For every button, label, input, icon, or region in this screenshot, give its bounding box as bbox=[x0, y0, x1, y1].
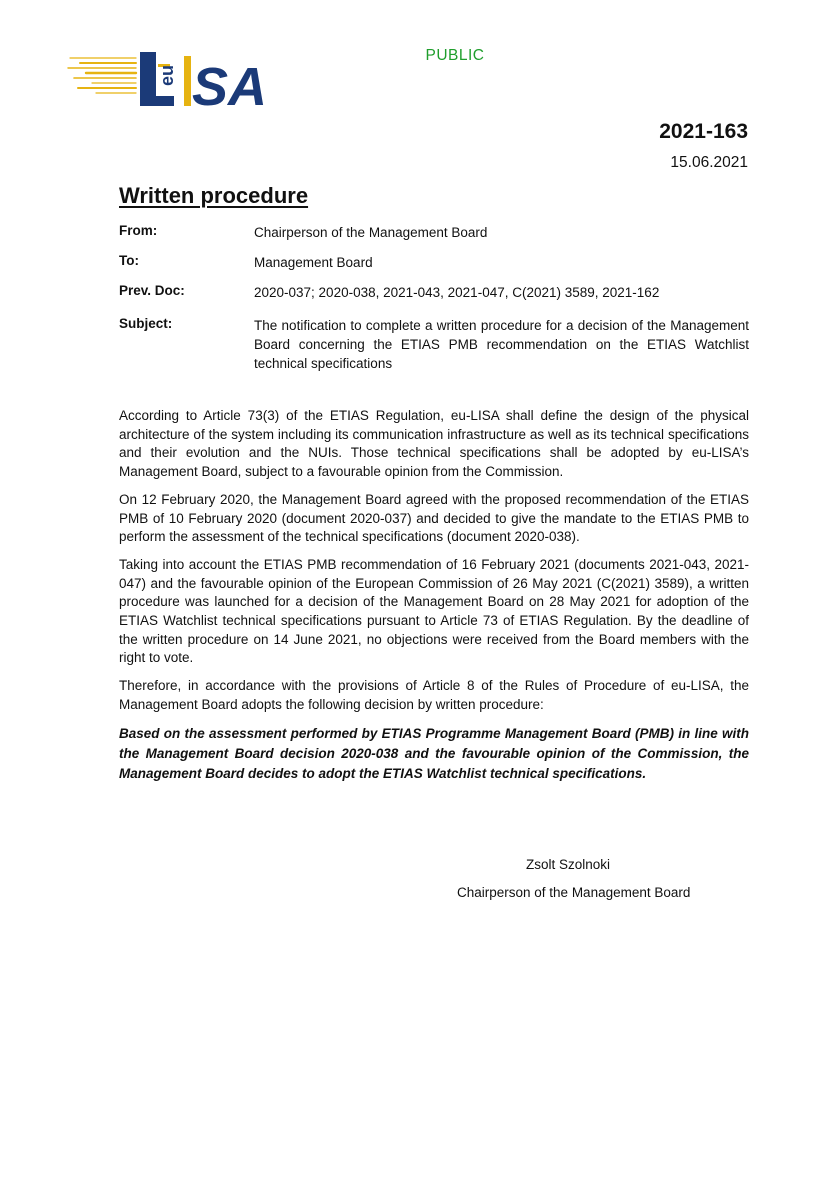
meta-row-prev-doc bbox=[119, 283, 749, 302]
meta-row-from bbox=[119, 223, 749, 242]
signatory-name: Zsolt Szolnoki bbox=[526, 857, 611, 872]
from-value: Chairperson of the Management Board bbox=[254, 225, 488, 240]
to-label: To: bbox=[119, 253, 139, 268]
prev-doc-value: 2020-037; 2020-038, 2021-043, 2021-047, C(2021) 3589, 2021-162 bbox=[254, 285, 660, 300]
document-number: 2021-163 bbox=[659, 120, 748, 143]
decision-text: Based on the assessment performed by ETIAS Programme Management Board (PMB) in line with the Management Board decision 2020-038 and the favourable opinion of the Commission, the Management Board decides to adopt the ETIAS Watchlist technical specifications. bbox=[119, 725, 749, 781]
body-paragraph-3: Taking into account the ETIAS PMB recommendation of 16 February 2021 (documents 2021-043, 2021-047) and the favourable opinion of the European Commission of 26 May 2021 (C(2021) 3589), a written procedure was launched for a decision of the Management Board on 28 May 2021 for adoption of the ETIAS Watchlist technical specifications pursuant to Article 73 of ETIAS Regulation. By the deadline of the written procedure on 14 June 2021, no objections were received from the Board members with the right to vote. bbox=[119, 556, 749, 666]
document-metadata bbox=[119, 223, 749, 384]
classification-label: PUBLIC bbox=[425, 47, 485, 64]
from-label: From: bbox=[119, 223, 158, 238]
signatory-role: Chairperson of the Management Board bbox=[457, 885, 691, 900]
meta-row-subject bbox=[119, 316, 749, 373]
body-paragraph-2: On 12 February 2020, the Management Board agreed with the proposed recommendation of the ETIAS PMB of 10 February 2020 (document 2020-037) and decided to give the mandate to the ETIAS PMB to perform the assessment of the technical specifications (document 2020-038). bbox=[119, 491, 749, 545]
meta-row-to bbox=[119, 253, 749, 272]
page-title: Written procedure bbox=[119, 183, 309, 208]
prev-doc-label: Prev. Doc: bbox=[119, 283, 185, 298]
logo-eu-text: eu bbox=[157, 64, 177, 86]
subject-label: Subject: bbox=[119, 316, 173, 331]
document-body bbox=[119, 407, 749, 793]
document-date: 15.06.2021 bbox=[670, 154, 748, 171]
body-paragraph-1: According to Article 73(3) of the ETIAS Regulation, eu-LISA shall define the design of the physical architecture of the system including its communication infrastructure as well as its technical specifications and their evolution and the NUIs. Those technical specifications shall be adopted by eu-LISA’s Management Board, subject to a favourable opinion from the Commission. bbox=[119, 408, 749, 480]
logo-sa-text: SA bbox=[192, 57, 268, 112]
body-paragraph-4: Therefore, in accordance with the provisions of Article 8 of the Rules of Procedure of eu-LISA, the Management Board adopts the following decision by written procedure: bbox=[119, 678, 749, 712]
to-value: Management Board bbox=[254, 255, 373, 270]
subject-value: The notification to complete a written procedure for a decision of the Management Board concerning the ETIAS PMB recommendation on the ETIAS Watchlist technical specifications bbox=[254, 318, 749, 371]
